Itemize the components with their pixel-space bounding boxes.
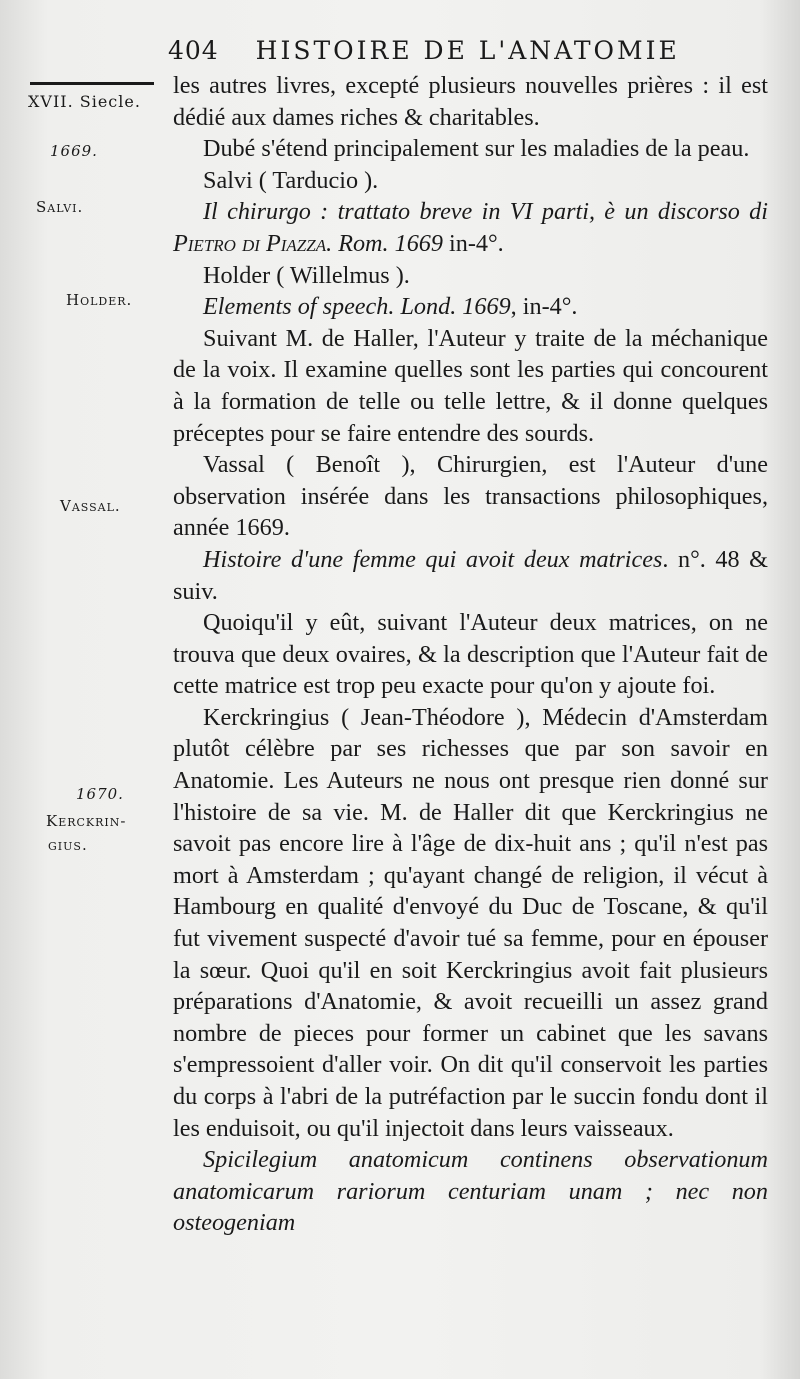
salvi-title-a: Il chirurgo : trattato breve in VI parti, è un discorso di xyxy=(203,198,768,226)
margin-kerckringius-1: Kerckrin- xyxy=(46,812,127,830)
running-title: HISTOIRE DE L'ANATOMIE xyxy=(255,36,680,65)
entry-kerckringius-title: Spicilegium anatomicum continens observationum anatomicarum rariorum centuriam unam ; nec non osteogeniam xyxy=(173,1146,768,1237)
running-header xyxy=(168,36,748,65)
salvi-title-format: in-4°. xyxy=(443,229,504,257)
entry-vassal-desc: Vassal ( Benoît ), Chirurgien, est l'Auteur d'une observation insérée dans les transactions philosophiques, année 1669. xyxy=(173,451,768,542)
entry-holder-title xyxy=(173,291,768,323)
margin-holder: Holder. xyxy=(66,291,133,309)
entry-salvi-name: Salvi ( Tarducio ). xyxy=(203,166,379,194)
entry-salvi-title xyxy=(173,196,768,259)
entry-holder-desc: Suivant M. de Haller, l'Auteur y traite de la méchanique de la voix. Il examine quelles sont les parties qui concourent à la formation de telle ou telle lettre, & il donne quelques préceptes pour se faire entendre des sourds. xyxy=(173,324,768,447)
margin-year-1669: 1669. xyxy=(50,142,98,160)
paragraph-dube-end: les autres livres, excepté plusieurs nouvelles prières : il est dédié aux dames riches & charitables. xyxy=(173,72,768,131)
entry-vassal-comment: Quoiqu'il y eût, suivant l'Auteur deux matrices, on ne trouva que deux ovaires, & la description que l'Auteur fait de cette matrice est trop peu exacte pour qu'on y ajoute foi. xyxy=(173,609,768,700)
vassal-title: Histoire d'une femme qui avoit deux matrices xyxy=(203,545,663,573)
entry-kerckringius-desc: Kerckringius ( Jean-Théodore ), Médecin d'Amsterdam plutôt célèbre par ses richesses que par son savoir en Anatomie. Les Auteurs ne nous ont presque rien donné sur l'histoire de sa vie. M. de Haller dit que Kerckringius ne savoit pas encore lire à l'âge de dix-huit ans ; qu'il n'est pas mort à Amsterdam ; qu'ayant changé de religion, il vécut à Hambourg en qualité d'envoyé du Duc de Toscane, & qu'il fut vivement suspecté d'avoir tué sa femme, pour en épouser la sœur. Quoi qu'il en soit Kerckringius avoit fait plusieurs préparations d'Anatomie, & avoit recueilli un assez grand nombre de pieces pour former un cabinet que les savans s'empressoient d'aller voir. On dit qu'il conservoit les parties du corps à l'abri de la putréfaction par le succin fondu dont il les enduisoit, ou qu'il injectoit dans leurs vaisseaux. xyxy=(173,703,768,1142)
margin-year-1670: 1670. xyxy=(76,785,124,803)
margin-salvi: Salvi. xyxy=(36,198,84,216)
margin-kerckringius-2: gius. xyxy=(48,836,88,854)
margin-rule xyxy=(30,82,154,85)
holder-title: Elements of speech. Lond. 1669 xyxy=(203,293,511,321)
vassal-title-ref: . n°. 48 & suiv. xyxy=(173,545,768,605)
page-number: 404 xyxy=(168,36,219,65)
body-text xyxy=(173,70,768,1239)
salvi-title-author: Pietro di Piazza xyxy=(173,229,327,257)
paragraph-dube-skin: Dubé s'étend principalement sur les maladies de la peau. xyxy=(203,135,750,163)
salvi-title-b: . Rom. 1669 xyxy=(326,229,443,257)
margin-century: XVII. Siecle. xyxy=(28,92,141,111)
holder-title-format: , in-4°. xyxy=(510,293,578,321)
entry-holder-name: Holder ( Willelmus ). xyxy=(203,261,410,289)
margin-vassal: Vassal. xyxy=(60,497,121,515)
entry-vassal-title xyxy=(173,544,768,607)
